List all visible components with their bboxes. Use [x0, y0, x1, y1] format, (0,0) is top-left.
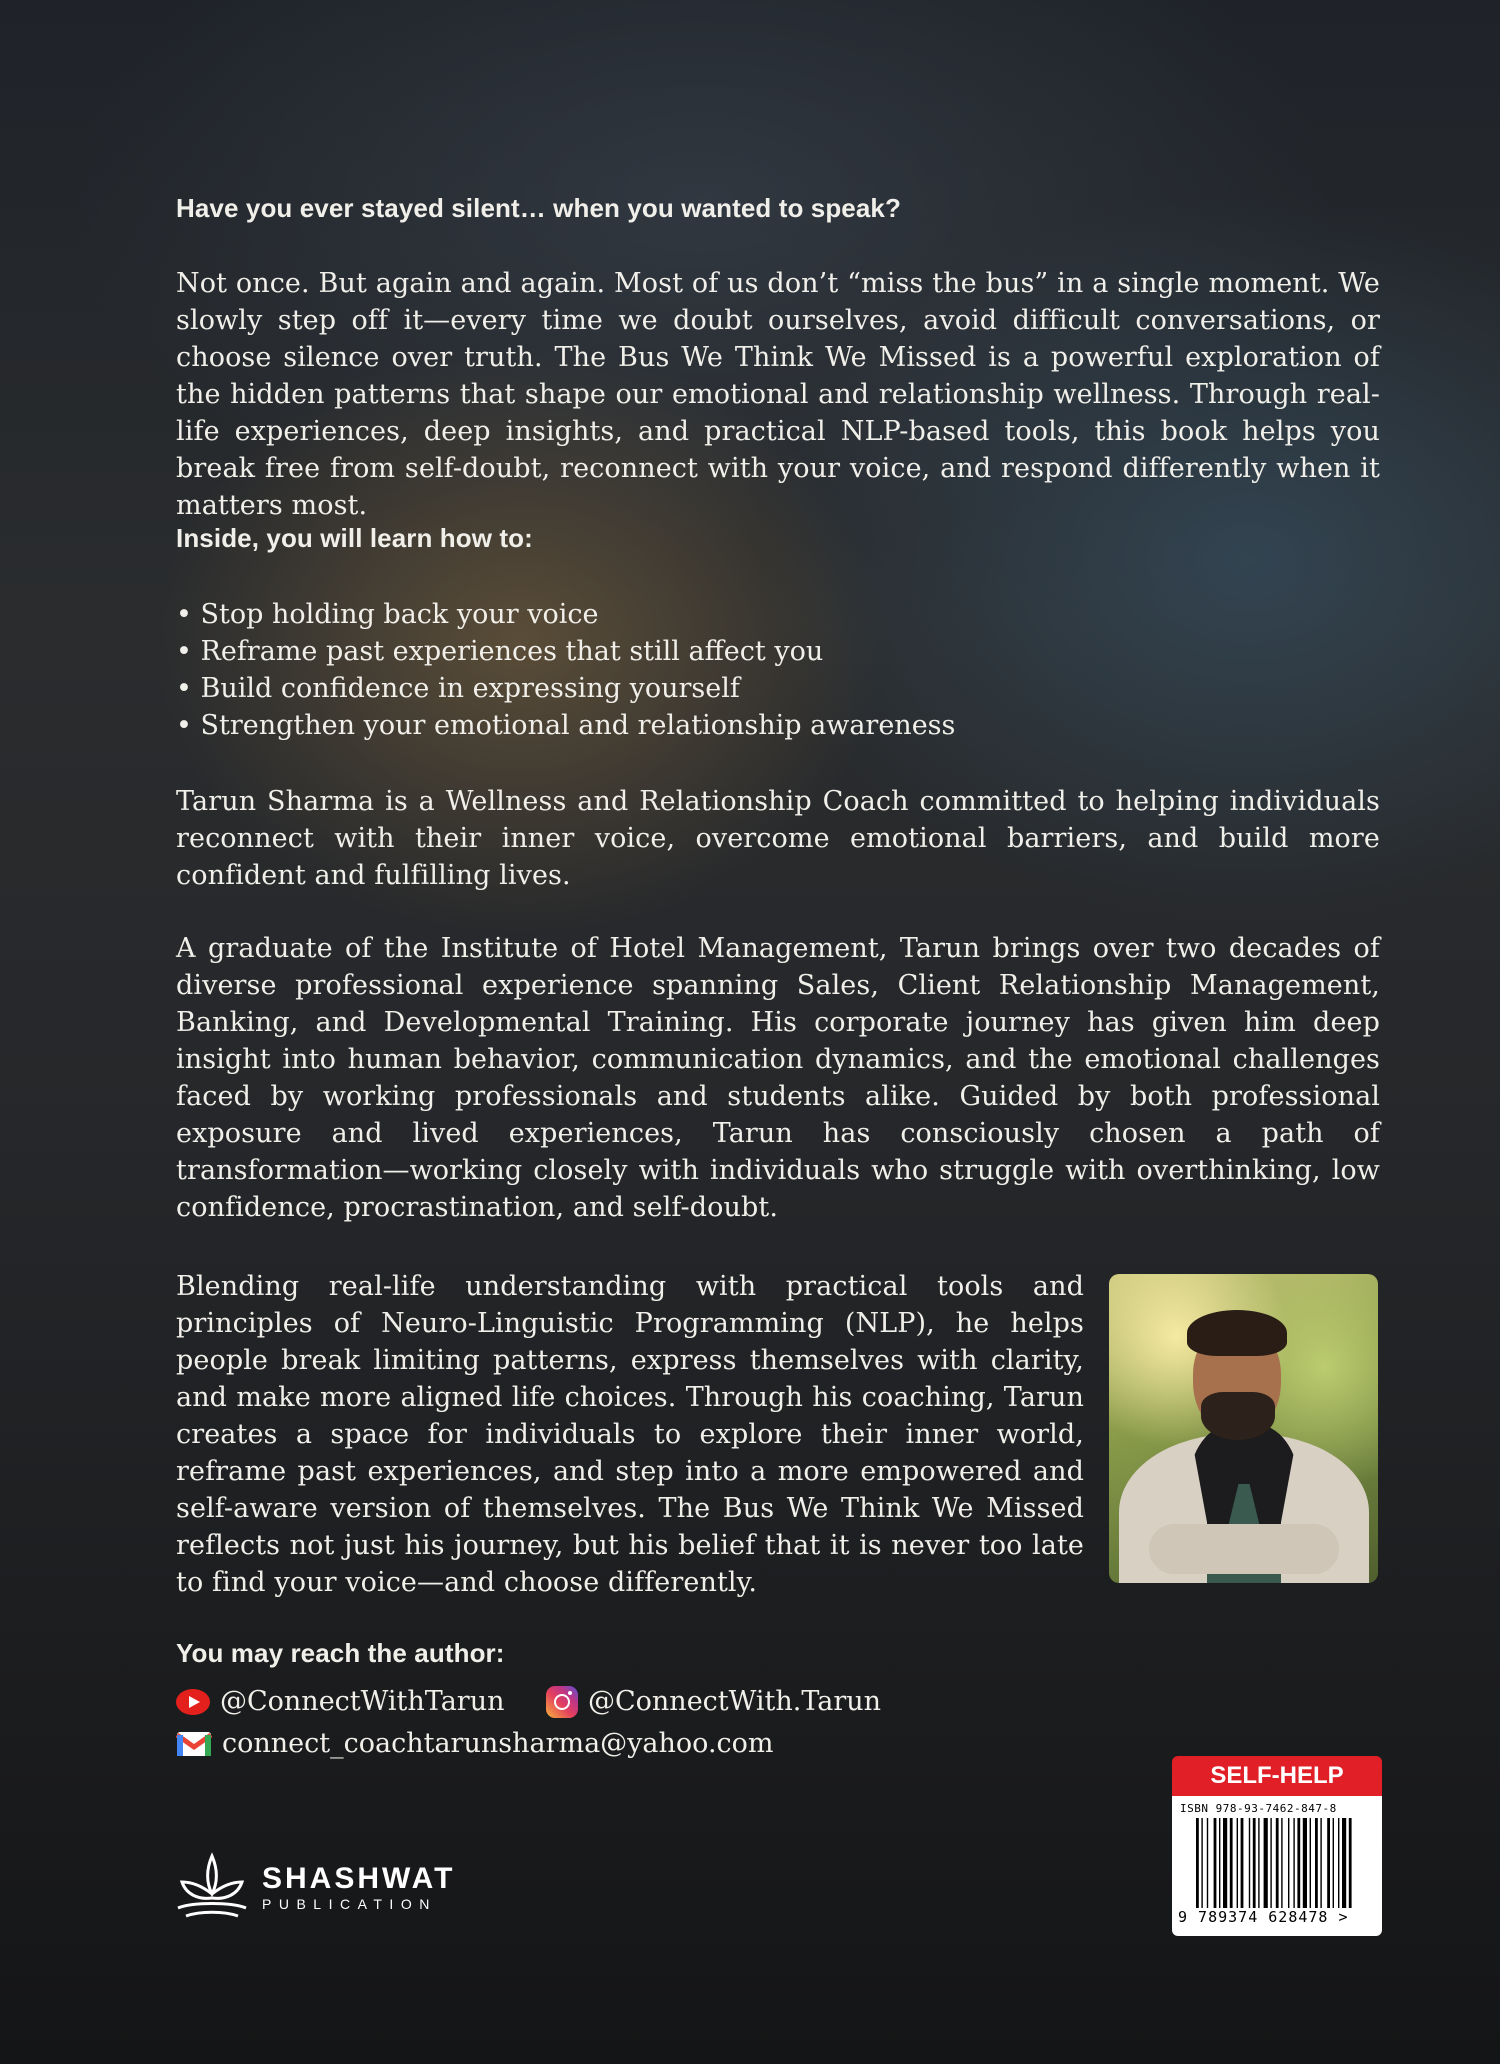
- inside-heading: Inside, you will learn how to:: [176, 523, 533, 553]
- publisher-logo: [172, 1852, 455, 1924]
- publisher-name: SHASHWAT: [262, 1862, 456, 1895]
- instagram-handle[interactable]: @ConnectWith.Tarun: [588, 1686, 882, 1717]
- youtube-icon: [176, 1689, 210, 1715]
- author-photo: [1109, 1274, 1378, 1583]
- learning-item: • Build confidence in expressing yourself: [176, 673, 740, 704]
- learning-item: • Reframe past experiences that still affect you: [176, 636, 824, 667]
- intro-paragraph: Not once. But again and again. Most of us don’t “miss the bus” in a single moment. We slowly step off it—every time we doubt ourselves, avoid difficult conversations, or choose silence over truth. The Bus We Think We Missed is a powerful exploration of the hidden patterns that shape our emotional and relationship wellness. Through real-life experiences, deep insights, and practical NLP-based tools, this book helps you break free from self-doubt, reconnect with your voice, and respond differently when it matters most.: [176, 268, 1380, 521]
- instagram-contact[interactable]: [546, 1684, 881, 1720]
- author-bio-paragraph-2: A graduate of the Institute of Hotel Management, Tarun brings over two decades of diverse professional experience spanning Sales, Client Relationship Management, Banking, and Developmental Training. His corporate journey has given him deep insight into human behavior, communication dynamics, and the emotional challenges faced by working professionals and students alike. Guided by both professional exposure and lived experiences, Tarun has consciously chosen a path of transformation—working closely with individuals who struggle with overthinking, low confidence, procrastination, and self-doubt.: [176, 933, 1380, 1223]
- isbn-barcode: [1172, 1796, 1382, 1936]
- barcode-digits: 9 789374 628478 >: [1178, 1908, 1349, 1926]
- isbn-text: ISBN 978-93-7462-847-8: [1180, 1802, 1337, 1815]
- youtube-contact[interactable]: [176, 1684, 505, 1720]
- learning-item: • Strengthen your emotional and relationship awareness: [176, 710, 956, 741]
- instagram-icon: [546, 1686, 578, 1718]
- author-bio-paragraph-3: Blending real-life understanding with practical tools and principles of Neuro-Linguistic Programming (NLP), he helps people break limiting patterns, express themselves with clarity, and make more aligned life choices. Through his coaching, Tarun creates a space for individuals to explore their inner world, reframe past experiences, and step into a more empowered and self-aware version of themselves. The Bus We Think We Missed reflects not just his journey, but his belief that it is never too late to find your voice—and choose differently.: [176, 1271, 1084, 1598]
- contact-heading: You may reach the author:: [176, 1638, 505, 1668]
- opening-question: Have you ever stayed silent… when you wanted to speak?: [176, 193, 901, 223]
- learning-item: • Stop holding back your voice: [176, 599, 599, 630]
- email-contact[interactable]: [176, 1726, 774, 1762]
- youtube-handle[interactable]: @ConnectWithTarun: [220, 1686, 505, 1717]
- learning-list: [176, 596, 955, 744]
- genre-label: SELF-HELP: [1172, 1756, 1382, 1796]
- lotus-icon: [172, 1852, 252, 1924]
- barcode-bars: [1196, 1818, 1372, 1908]
- gmail-icon: [176, 1730, 212, 1758]
- author-bio-paragraph-1: Tarun Sharma is a Wellness and Relationship Coach committed to helping individuals reconnect with their inner voice, overcome emotional barriers, and build more confident and fulfilling lives.: [176, 786, 1380, 891]
- email-address[interactable]: connect_coachtarunsharma@yahoo.com: [222, 1728, 774, 1759]
- publisher-subtitle: PUBLICATION: [262, 1896, 437, 1912]
